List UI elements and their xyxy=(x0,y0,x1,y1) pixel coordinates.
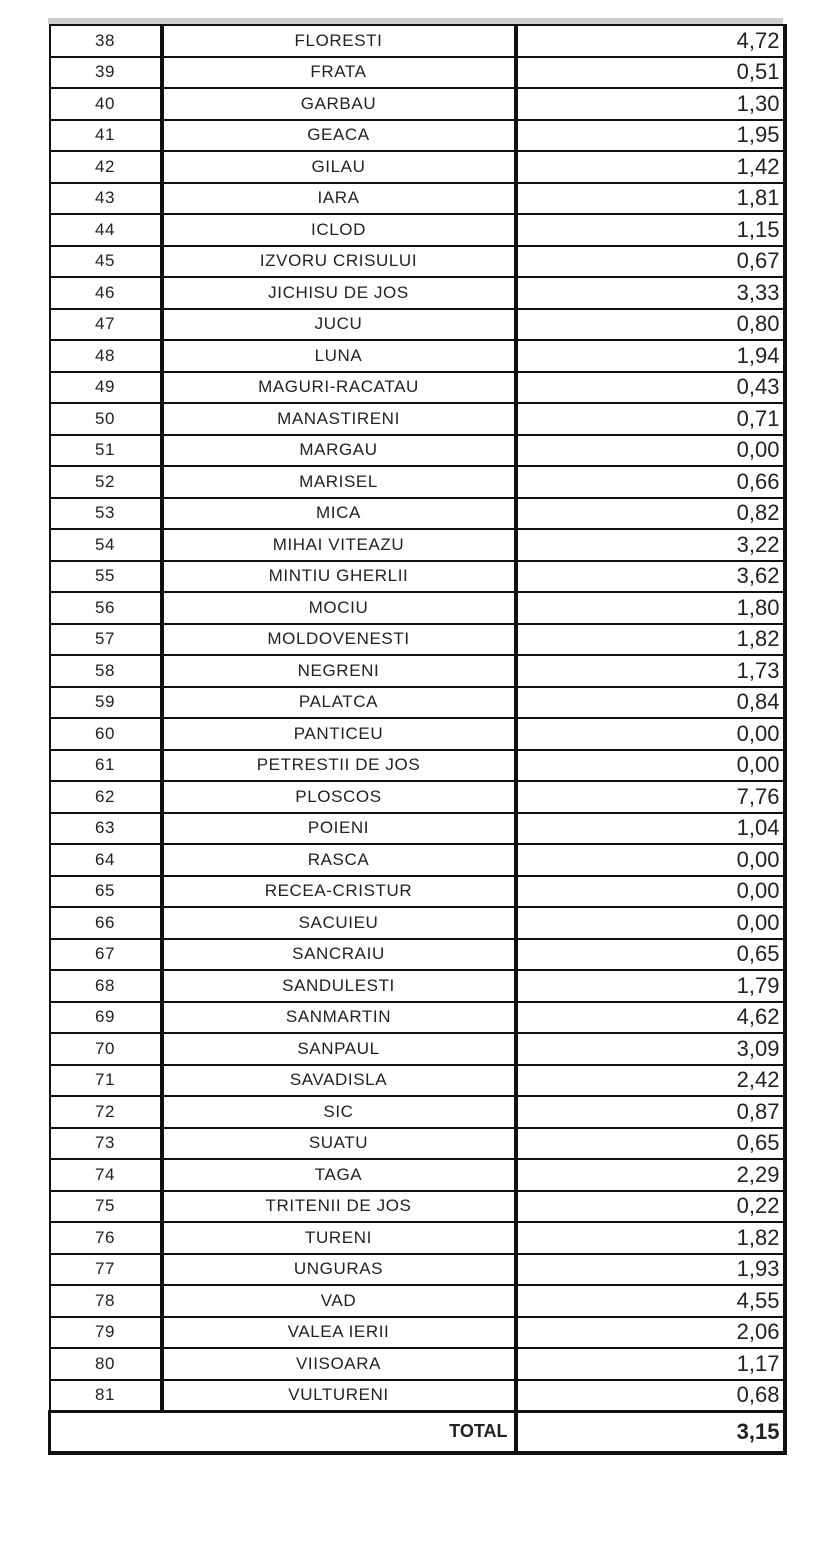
row-value: 1,17 xyxy=(516,1348,785,1380)
total-row xyxy=(50,1411,785,1453)
row-value: 0,65 xyxy=(516,939,785,971)
row-number: 81 xyxy=(50,1380,162,1412)
commune-name: TURENI xyxy=(162,1222,516,1254)
table-row xyxy=(50,561,785,593)
row-number: 77 xyxy=(50,1254,162,1286)
commune-name: FRATA xyxy=(162,57,516,89)
table-row xyxy=(50,1191,785,1223)
row-value: 1,73 xyxy=(516,655,785,687)
commune-name: POIENI xyxy=(162,813,516,845)
row-value: 1,81 xyxy=(516,183,785,215)
row-value: 0,00 xyxy=(516,876,785,908)
row-number: 64 xyxy=(50,844,162,876)
table-row xyxy=(50,498,785,530)
row-value: 3,62 xyxy=(516,561,785,593)
row-number: 47 xyxy=(50,309,162,341)
row-value: 2,42 xyxy=(516,1065,785,1097)
row-value: 3,09 xyxy=(516,1033,785,1065)
row-number: 46 xyxy=(50,277,162,309)
commune-name: MARGAU xyxy=(162,435,516,467)
row-number: 63 xyxy=(50,813,162,845)
row-value: 0,22 xyxy=(516,1191,785,1223)
row-value: 1,42 xyxy=(516,151,785,183)
row-number: 75 xyxy=(50,1191,162,1223)
table-row xyxy=(50,813,785,845)
commune-name: GILAU xyxy=(162,151,516,183)
row-number: 69 xyxy=(50,1002,162,1034)
row-number: 79 xyxy=(50,1317,162,1349)
commune-name: MIHAI VITEAZU xyxy=(162,529,516,561)
table-row xyxy=(50,120,785,152)
row-number: 50 xyxy=(50,403,162,435)
commune-name: FLORESTI xyxy=(162,25,516,57)
row-number: 60 xyxy=(50,718,162,750)
table-row xyxy=(50,592,785,624)
commune-name: MARISEL xyxy=(162,466,516,498)
row-number: 53 xyxy=(50,498,162,530)
row-number: 52 xyxy=(50,466,162,498)
row-number: 51 xyxy=(50,435,162,467)
table-row xyxy=(50,1002,785,1034)
table-row xyxy=(50,1159,785,1191)
table-row xyxy=(50,25,785,57)
commune-name: MOCIU xyxy=(162,592,516,624)
row-number: 71 xyxy=(50,1065,162,1097)
row-value: 1,82 xyxy=(516,624,785,656)
table-row xyxy=(50,844,785,876)
row-value: 7,76 xyxy=(516,781,785,813)
table-row xyxy=(50,1348,785,1380)
commune-name: MOLDOVENESTI xyxy=(162,624,516,656)
table-row xyxy=(50,529,785,561)
row-number: 49 xyxy=(50,372,162,404)
table-row xyxy=(50,340,785,372)
row-number: 45 xyxy=(50,246,162,278)
table-row xyxy=(50,214,785,246)
row-value: 1,79 xyxy=(516,970,785,1002)
commune-name: VIISOARA xyxy=(162,1348,516,1380)
row-number: 74 xyxy=(50,1159,162,1191)
table-row xyxy=(50,372,785,404)
commune-name: MINTIU GHERLII xyxy=(162,561,516,593)
row-value: 3,33 xyxy=(516,277,785,309)
commune-name: IARA xyxy=(162,183,516,215)
row-value: 4,62 xyxy=(516,1002,785,1034)
row-value: 0,67 xyxy=(516,246,785,278)
row-number: 42 xyxy=(50,151,162,183)
commune-name: UNGURAS xyxy=(162,1254,516,1286)
row-number: 70 xyxy=(50,1033,162,1065)
commune-name: SAVADISLA xyxy=(162,1065,516,1097)
row-number: 40 xyxy=(50,88,162,120)
row-number: 43 xyxy=(50,183,162,215)
row-value: 0,80 xyxy=(516,309,785,341)
commune-name: LUNA xyxy=(162,340,516,372)
table-row xyxy=(50,624,785,656)
row-value: 1,95 xyxy=(516,120,785,152)
commune-name: RECEA-CRISTUR xyxy=(162,876,516,908)
row-value: 4,72 xyxy=(516,25,785,57)
commune-name: VALEA IERII xyxy=(162,1317,516,1349)
row-number: 78 xyxy=(50,1285,162,1317)
row-number: 80 xyxy=(50,1348,162,1380)
table-row xyxy=(50,1128,785,1160)
row-number: 38 xyxy=(50,25,162,57)
table-row xyxy=(50,1254,785,1286)
row-value: 0,71 xyxy=(516,403,785,435)
row-value: 1,04 xyxy=(516,813,785,845)
table-row xyxy=(50,876,785,908)
commune-name: MAGURI-RACATAU xyxy=(162,372,516,404)
row-number: 54 xyxy=(50,529,162,561)
row-number: 73 xyxy=(50,1128,162,1160)
table-row xyxy=(50,1317,785,1349)
commune-name: SIC xyxy=(162,1096,516,1128)
table-row xyxy=(50,1033,785,1065)
table-row xyxy=(50,151,785,183)
table-row xyxy=(50,1065,785,1097)
row-value: 0,43 xyxy=(516,372,785,404)
row-number: 76 xyxy=(50,1222,162,1254)
row-number: 67 xyxy=(50,939,162,971)
commune-name: GARBAU xyxy=(162,88,516,120)
total-label: TOTAL xyxy=(50,1411,516,1453)
table-row xyxy=(50,309,785,341)
table-row xyxy=(50,183,785,215)
table-row xyxy=(50,718,785,750)
row-value: 2,29 xyxy=(516,1159,785,1191)
row-value: 0,00 xyxy=(516,907,785,939)
commune-name: PANTICEU xyxy=(162,718,516,750)
commune-name: TAGA xyxy=(162,1159,516,1191)
row-number: 48 xyxy=(50,340,162,372)
commune-name: RASCA xyxy=(162,844,516,876)
table-row xyxy=(50,435,785,467)
commune-name: JICHISU DE JOS xyxy=(162,277,516,309)
row-number: 58 xyxy=(50,655,162,687)
table-row xyxy=(50,1380,785,1412)
table-row xyxy=(50,246,785,278)
commune-name: TRITENII DE JOS xyxy=(162,1191,516,1223)
row-number: 55 xyxy=(50,561,162,593)
commune-name: PETRESTII DE JOS xyxy=(162,750,516,782)
commune-name: MICA xyxy=(162,498,516,530)
commune-name: VULTURENI xyxy=(162,1380,516,1412)
row-number: 65 xyxy=(50,876,162,908)
row-value: 0,00 xyxy=(516,844,785,876)
row-value: 0,82 xyxy=(516,498,785,530)
commune-name: SACUIEU xyxy=(162,907,516,939)
commune-name: PALATCA xyxy=(162,687,516,719)
row-value: 1,15 xyxy=(516,214,785,246)
commune-name: MANASTIRENI xyxy=(162,403,516,435)
row-number: 66 xyxy=(50,907,162,939)
document-sheet xyxy=(48,24,783,1455)
row-value: 0,66 xyxy=(516,466,785,498)
row-value: 0,65 xyxy=(516,1128,785,1160)
table-row xyxy=(50,907,785,939)
table-row xyxy=(50,970,785,1002)
row-value: 0,87 xyxy=(516,1096,785,1128)
row-value: 0,51 xyxy=(516,57,785,89)
table-row xyxy=(50,781,785,813)
row-value: 0,68 xyxy=(516,1380,785,1412)
table-body xyxy=(50,25,785,1411)
row-value: 3,22 xyxy=(516,529,785,561)
row-number: 57 xyxy=(50,624,162,656)
row-value: 2,06 xyxy=(516,1317,785,1349)
commune-name: IZVORU CRISULUI xyxy=(162,246,516,278)
row-value: 1,80 xyxy=(516,592,785,624)
row-value: 0,00 xyxy=(516,435,785,467)
commune-name: SUATU xyxy=(162,1128,516,1160)
commune-name: ICLOD xyxy=(162,214,516,246)
table-row xyxy=(50,939,785,971)
row-number: 62 xyxy=(50,781,162,813)
commune-name: PLOSCOS xyxy=(162,781,516,813)
row-value: 1,82 xyxy=(516,1222,785,1254)
row-number: 44 xyxy=(50,214,162,246)
row-number: 68 xyxy=(50,970,162,1002)
row-value: 0,00 xyxy=(516,718,785,750)
commune-name: JUCU xyxy=(162,309,516,341)
table-row xyxy=(50,1096,785,1128)
table-row xyxy=(50,277,785,309)
table-row xyxy=(50,1222,785,1254)
table-row xyxy=(50,655,785,687)
table-row xyxy=(50,1285,785,1317)
row-number: 41 xyxy=(50,120,162,152)
row-number: 72 xyxy=(50,1096,162,1128)
commune-values-table xyxy=(48,24,787,1455)
row-value: 1,94 xyxy=(516,340,785,372)
row-value: 1,93 xyxy=(516,1254,785,1286)
table-row xyxy=(50,750,785,782)
row-value: 4,55 xyxy=(516,1285,785,1317)
table-row xyxy=(50,466,785,498)
commune-name: VAD xyxy=(162,1285,516,1317)
table-row xyxy=(50,403,785,435)
row-number: 56 xyxy=(50,592,162,624)
row-value: 0,00 xyxy=(516,750,785,782)
row-value: 0,84 xyxy=(516,687,785,719)
commune-name: GEACA xyxy=(162,120,516,152)
row-number: 61 xyxy=(50,750,162,782)
commune-name: NEGRENI xyxy=(162,655,516,687)
table-row xyxy=(50,57,785,89)
row-number: 39 xyxy=(50,57,162,89)
table-row xyxy=(50,88,785,120)
commune-name: SANPAUL xyxy=(162,1033,516,1065)
commune-name: SANMARTIN xyxy=(162,1002,516,1034)
commune-name: SANCRAIU xyxy=(162,939,516,971)
row-number: 59 xyxy=(50,687,162,719)
total-value: 3,15 xyxy=(516,1411,785,1453)
commune-name: SANDULESTI xyxy=(162,970,516,1002)
row-value: 1,30 xyxy=(516,88,785,120)
table-row xyxy=(50,687,785,719)
